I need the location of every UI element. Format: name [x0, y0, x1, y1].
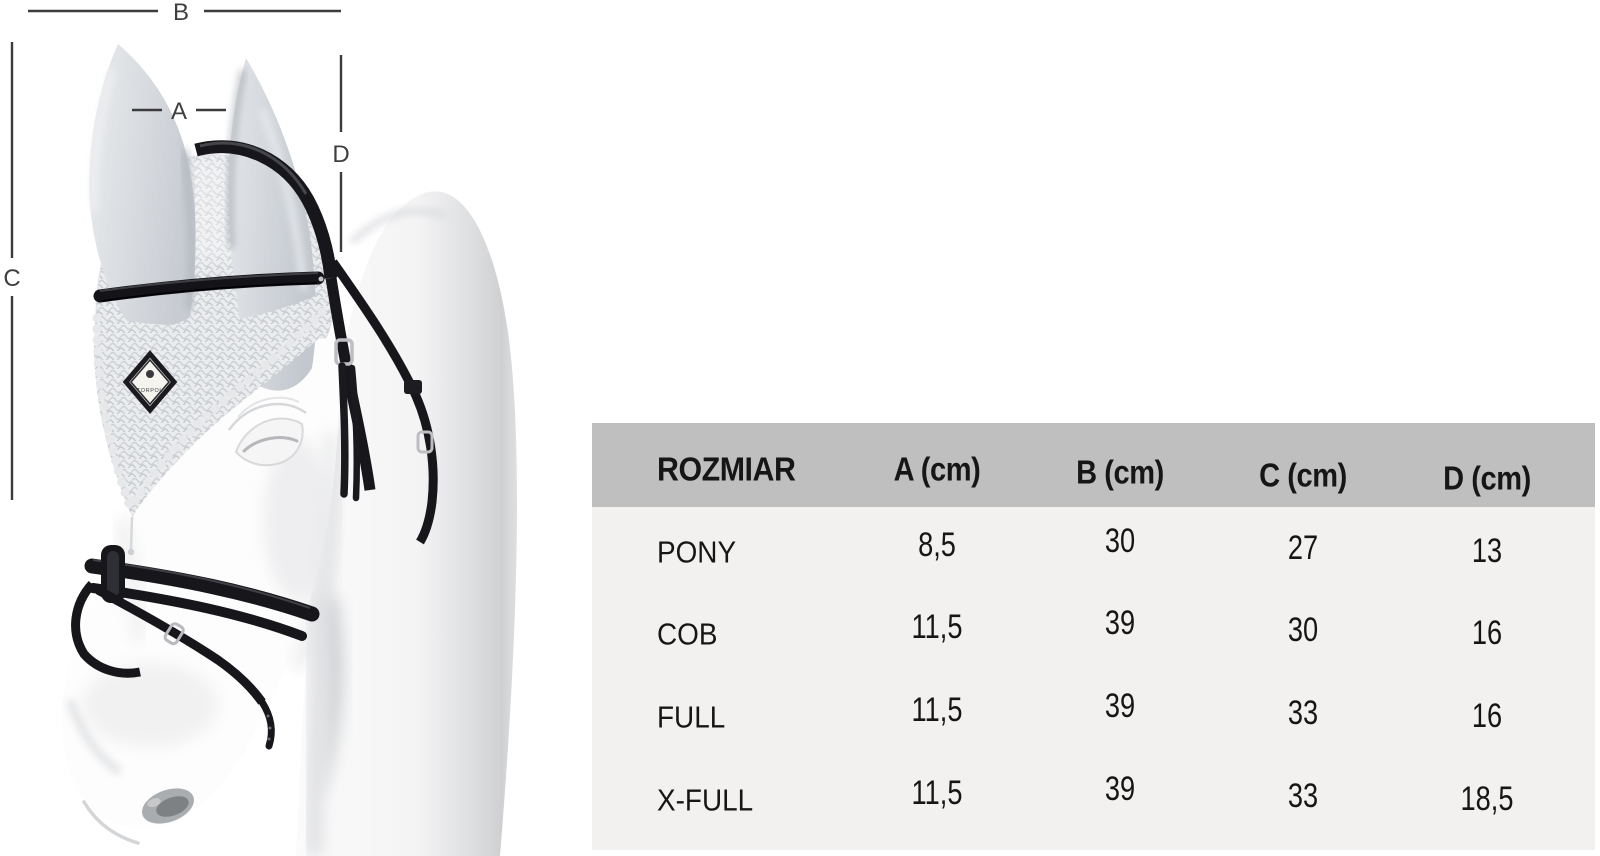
- table-row-size-label: PONY: [657, 534, 737, 570]
- table-cell: 39: [1104, 604, 1136, 642]
- dimension-label-d: D: [332, 141, 350, 168]
- table-cell: 16: [1471, 614, 1503, 652]
- table-cell: 11,5: [911, 691, 963, 729]
- table-cell: 33: [1287, 694, 1319, 732]
- column-header-c: C (cm): [1259, 456, 1347, 494]
- dimension-label-c: C: [3, 265, 21, 292]
- table-row-size-label: FULL: [657, 699, 726, 735]
- column-header-d: D (cm): [1443, 459, 1531, 497]
- table-row-size-label: COB: [657, 616, 718, 652]
- dimension-label-b: B: [172, 0, 190, 26]
- browband-pin: [319, 277, 324, 282]
- table-row-size-label: X-FULL: [657, 782, 754, 818]
- table-cell: 18,5: [1460, 780, 1514, 818]
- column-header-b: B (cm): [1076, 453, 1164, 491]
- column-header-a: A (cm): [893, 450, 981, 488]
- brand-badge-text: TORPOL: [136, 388, 164, 394]
- table-cell: 39: [1104, 770, 1136, 808]
- column-header-size: ROZMIAR: [657, 450, 796, 488]
- size-table: [592, 423, 1595, 850]
- table-cell: 11,5: [911, 608, 963, 646]
- table-cell: 39: [1104, 687, 1136, 725]
- table-cell: 16: [1471, 697, 1503, 735]
- table-cell: 30: [1104, 522, 1136, 560]
- table-cell: 13: [1471, 532, 1503, 570]
- horse-fly-bonnet-illustration: [0, 0, 560, 856]
- strap-keeper: [404, 380, 422, 394]
- table-cell: 8,5: [918, 526, 956, 564]
- table-cell: 11,5: [911, 774, 963, 812]
- strap-end: [342, 366, 345, 494]
- dimension-label-a: A: [170, 98, 188, 125]
- table-cell: 33: [1287, 777, 1319, 815]
- table-cell: 30: [1287, 611, 1319, 649]
- table-cell: 27: [1287, 529, 1319, 567]
